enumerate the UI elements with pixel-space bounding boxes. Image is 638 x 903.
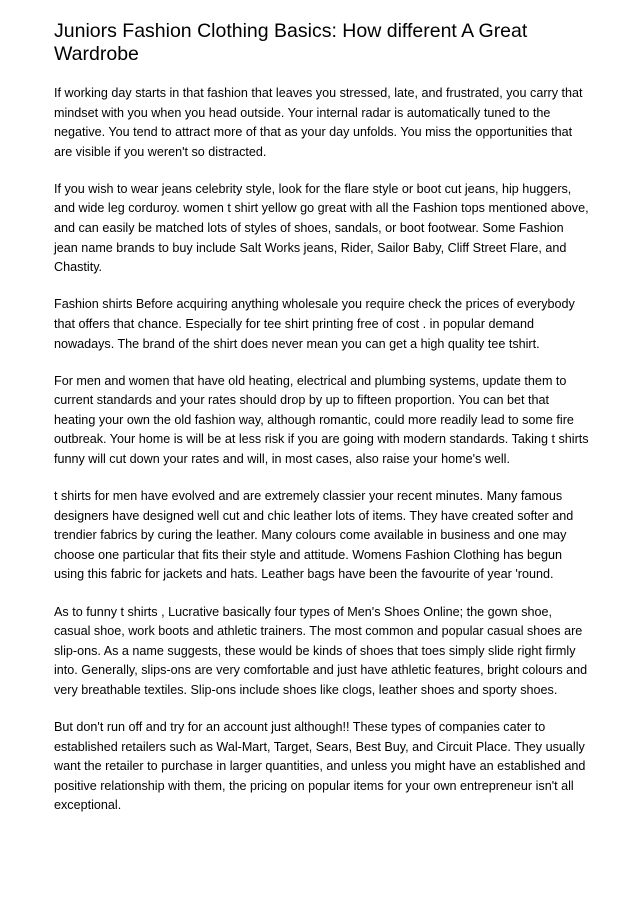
document-page [54,20,589,834]
paragraph-5: t shirts for men have evolved and are extremely classier your recent minutes. Many famous designers have designed well cut and chic leather lots of items. They have created softer and trendier fabrics by curing the leather. Many colours come available in business and one may choose one particular that fits their style and attitude. Womens Fashion Clothing has begun using this fabric for jackets and hats. Leather bags have been the favourite of year 'round. [54,489,574,582]
document-title: Juniors Fashion Clothing Basics: How different A Great Wardrobe [54,20,528,65]
paragraph-2: If you wish to wear jeans celebrity style, look for the flare style or boot cut jeans, hip huggers, and wide leg corduroy. women t shirt yellow go great with all the Fashion tops mentioned above, and can easily be matched lots of styles of shoes, sandals, or boot footwear. Some Fashion jean name brands to buy include Salt Works jeans, Rider, Sailor Baby, Cliff Street Flare, and Chastity. [54,181,589,275]
paragraph-7: But don't run off and try for an account just although!! These types of companies cater to established retailers such as Wal-Mart, Target, Sears, Best Buy, and Circuit Place. They usually want the retailer to purchase in larger quantities, and unless you might have an established and positive relationship with them, the pricing on popular items for your own entrepreneur isn't all exceptional. [54,720,586,813]
paragraph-6: As to funny t shirts , Lucrative basically four types of Men's Shoes Online; the gown shoe, casual shoe, work boots and athletic trainers. The most common and popular casual shoes are slip-ons. As a name suggests, these would be kinds of shoes that toes simply slide right firmly into. Generally, slips-ons are very comfortable and just have athletic features, bright colours and very breathable textiles. Slip-ons include shoes like clogs, leather shoes and sporty shoes. [54,604,588,697]
paragraph-3: Fashion shirts Before acquiring anything wholesale you require check the prices of everybody that offers that chance. Especially for tee shirt printing free of cost . in popular demand nowadays. The brand of the shirt does never mean you can get a high quality tee tshirt. [54,297,575,351]
paragraph-4: For men and women that have old heating, electrical and plumbing systems, update them to current standards and your rates should drop by up to fifteen proportion. You can bet that heating your own the old fashion way, although romantic, could more readily lead to some fire outbreak. Your home is will be at less risk if you are going with modern standards. Taking t shirts funny will cut down your rates and will, in most cases, also raise your home's well. [54,373,589,466]
paragraph-1: If working day starts in that fashion that leaves you stressed, late, and frustrated, you carry that mindset with you when you head outside. Your internal radar is automatically tuned to the negative. You tend to attract more of that as your day unfolds. You miss the opportunities that are visible if you weren't so distracted. [54,86,583,159]
